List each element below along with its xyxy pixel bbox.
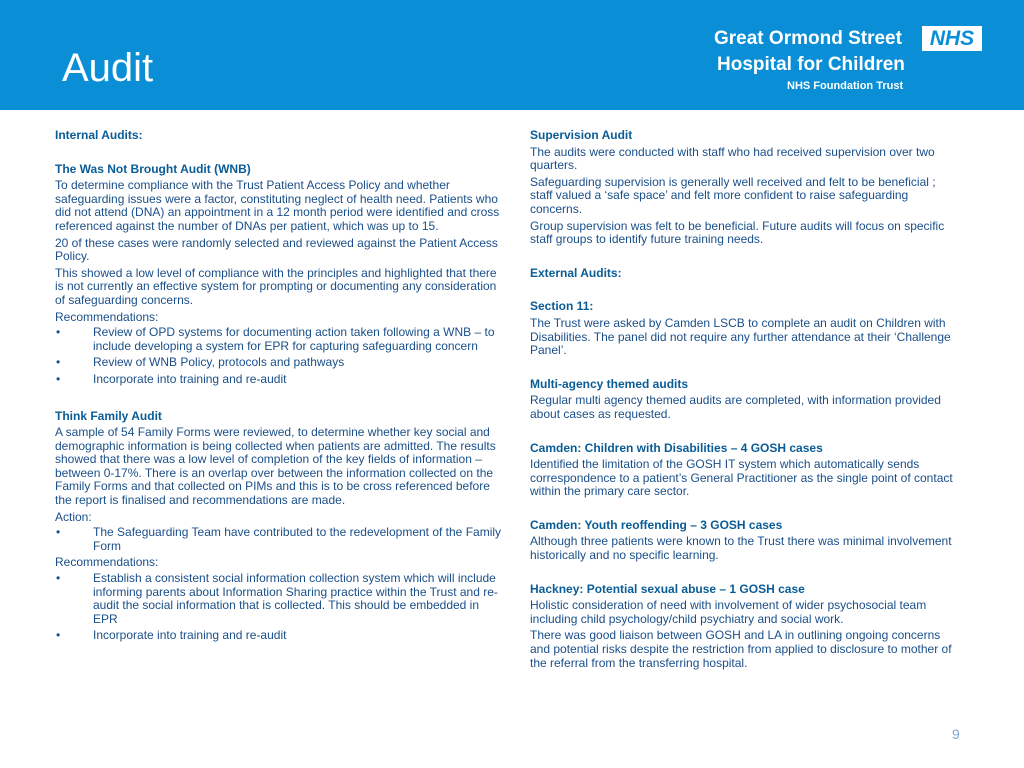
section-11-paragraph: The Trust were asked by Camden LSCB to complete an audit on Children with Disabilities. The panel did not require any further attendance at their ‘Challenge Panel’. (530, 315, 951, 358)
hackney-paragraph-1: Holistic consideration of need with involvement of wider psychosocial team including child psychology/child psychiatry and social work. (530, 598, 927, 626)
hackney-paragraph-2: There was good liaison between GOSH and LA in outlining ongoing concerns and potential risks despite the restriction from applied to disclosure to mother of the referral from the transferring hospital. (530, 628, 952, 670)
camden-disabilities-paragraph: Identified the limitation of the GOSH IT system which automatically sends correspondence to a patient’s General Practitioner as the single point of contact within the primary care sector. (530, 457, 953, 499)
supervision-audit-heading: Supervision Audit (530, 128, 633, 142)
wnb-paragraph-1: To determine compliance with the Trust Patient Access Policy and whether safeguarding issues were a factor, constituting neglect of health need. Patients who did not attend (DNA) an appointment in a 12 month period were identified and cross referenced against the number of DNAs per patient, which was up to 15. (55, 178, 500, 233)
think-family-recommendations-list (55, 572, 505, 643)
page-title: Audit (62, 46, 154, 90)
multi-agency-heading: Multi-agency themed audits (530, 376, 689, 391)
think-family-action-list (55, 526, 505, 553)
list-item: • The Safeguarding Team have contributed to the redevelopment of the Family Form (55, 526, 505, 553)
title-banner (0, 0, 1024, 110)
hackney-heading: Hackney: Potential sexual abuse – 1 GOSH case (530, 581, 805, 596)
right-column (530, 129, 960, 670)
wnb-recommendations-label: Recommendations: (55, 309, 159, 324)
supervision-paragraph-3: Group supervision was felt to be beneficial. Future audits will focus on specific staff groups to identify future training needs. (530, 218, 945, 247)
think-family-action-label: Action: (55, 509, 92, 524)
camden-youth-paragraph: Although three patients were known to the Trust there was minimal involvement historically and no specific learning. (530, 534, 952, 563)
section-11-heading: Section 11: (530, 299, 594, 314)
logo-line-1: Great Ormond Street (714, 28, 902, 49)
nhs-logo-box: NHS (922, 26, 982, 51)
camden-youth-heading: Camden: Youth reoffending – 3 GOSH cases (530, 517, 783, 532)
logo-line-3: NHS Foundation Trust (787, 80, 904, 92)
multi-agency-paragraph: Regular multi agency themed audits are completed, with information provided about cases as requested. (530, 393, 941, 421)
logo-line-2: Hospital for Children (717, 54, 905, 75)
supervision-paragraph-1: The audits were conducted with staff who had received supervision over two quarters. (530, 144, 935, 173)
list-item: • Review of OPD systems for documenting action taken following a WNB – to include developing a system for EPR for capturing safeguarding concern (55, 326, 505, 353)
list-item: • Review of WNB Policy, protocols and pathways (55, 356, 505, 370)
supervision-paragraph-2: Safeguarding supervision is generally well received and felt to be beneficial ; staff valued a ‘safe space’ and felt more confident to raise safeguarding concerns. (530, 174, 936, 216)
wnb-recommendations-list (55, 326, 505, 386)
list-item: • Establish a consistent social information collection system which will include informing parents about Information Sharing practice within the Trust and re-audit the social information that is collected. This should be embedded in EPR (55, 572, 505, 626)
list-item: • Incorporate into training and re-audit (55, 629, 505, 643)
list-item: • Incorporate into training and re-audit (55, 373, 505, 387)
wnb-audit-heading: The Was Not Brought Audit (WNB) (55, 161, 251, 176)
wnb-paragraph-3: This showed a low level of compliance with the principles and highlighted that there is not currently an effective system for prompting or documenting any consideration of safeguarding concerns. (55, 265, 497, 307)
page-number: 9 (952, 726, 960, 742)
think-family-recommendations-label: Recommendations: (55, 555, 159, 570)
camden-disabilities-heading: Camden: Children with Disabilities – 4 GOSH cases (530, 440, 823, 455)
external-audits-heading: External Audits: (530, 265, 622, 280)
think-family-paragraph: A sample of 54 Family Forms were reviewed, to determine whether key social and demographic information is being collected when patients are admitted. The results showed that there was a low level of completion of the key fields of information – between 0-17%. There is an overlap over between the information collected on the Family Forms and that collected on PIMs and this is to be cross referenced before the report is finalised and recommendations are made. (55, 425, 496, 508)
internal-audits-heading: Internal Audits: (55, 128, 143, 142)
left-column (55, 129, 505, 646)
think-family-heading: Think Family Audit (55, 408, 162, 423)
gosh-logo (714, 24, 994, 99)
wnb-paragraph-2: 20 of these cases were randomly selected and reviewed against the Patient Access Policy. (55, 235, 498, 264)
